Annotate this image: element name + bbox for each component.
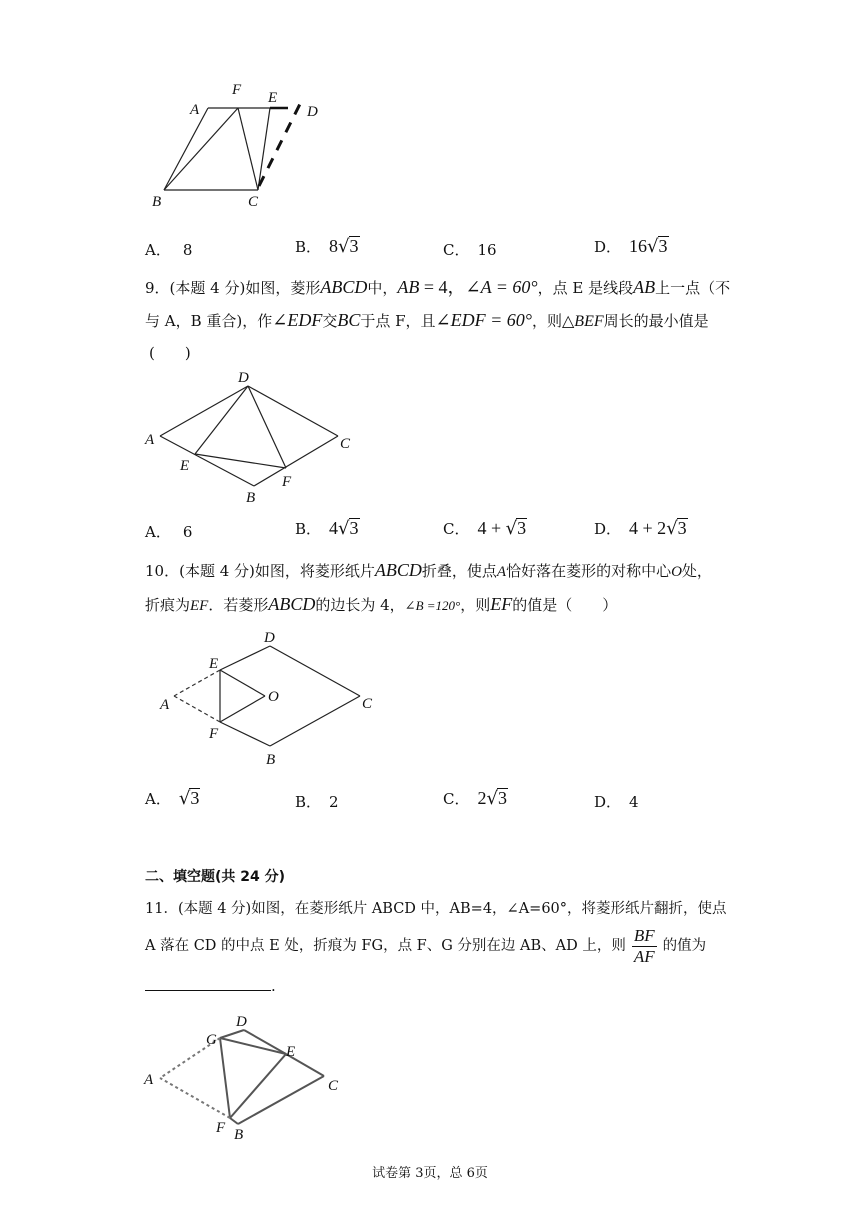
q9-option-a	[145, 521, 192, 542]
fraction-denominator: AF	[633, 946, 655, 966]
option-value: 8	[182, 241, 193, 259]
q11-line2	[145, 926, 706, 966]
label-A: A	[160, 697, 170, 713]
period: .	[271, 977, 276, 995]
option-value: 4	[629, 793, 639, 811]
q9-line2: 与 A，B 重合)，作∠EDF交BC于点 F，且∠EDF = 60°，则△BEF周长的最小值是	[145, 310, 709, 330]
section-heading: 二、填空题(共 24 分)	[145, 869, 286, 885]
label-B: B	[234, 1127, 244, 1143]
figure-q9	[140, 368, 370, 508]
option-radicand: 3	[349, 236, 359, 256]
option-coef: 8	[329, 236, 339, 256]
fraction-numerator: BF	[633, 926, 655, 945]
label-E: E	[268, 90, 278, 106]
q10-option-a: A． √3	[145, 788, 200, 809]
option-coef: 16	[629, 236, 648, 256]
option-radicand: 3	[349, 518, 359, 538]
option-coef: 4 +	[477, 518, 506, 538]
option-value: 6	[182, 523, 193, 541]
q9-option-c: C． 4 + √3	[443, 518, 527, 539]
option-radicand: 3	[190, 788, 200, 808]
option-letter: A．	[145, 790, 171, 808]
option-letter: D．	[594, 520, 622, 538]
q11-line1: 11．(本题 4 分)如图，在菱形纸片 ABCD 中，AB=4，∠A=60°，将菱形纸片翻折，使点	[145, 901, 727, 917]
label-C: C	[248, 194, 259, 210]
option-letter: C．	[443, 790, 470, 808]
label-A: A	[145, 432, 155, 448]
q11-fraction	[632, 926, 657, 966]
label-F: F	[232, 82, 242, 98]
q9-line3: ( )	[149, 344, 191, 362]
option-letter: D．	[594, 238, 622, 256]
label-E: E	[209, 656, 219, 672]
q10-option-d	[594, 791, 639, 812]
figure-q8	[140, 78, 340, 213]
page-footer: 试卷第 3页，总 6页	[372, 1166, 488, 1181]
label-D: D	[236, 1014, 247, 1030]
q10-line2: 折痕为EF．若菱形ABCD的边长为 4，∠B =120°，则EF的值是（ ）	[145, 594, 618, 614]
q11-text-end: 的值为	[662, 937, 707, 954]
label-F: F	[216, 1120, 226, 1136]
q11-answer-blank[interactable]	[145, 978, 276, 994]
figure-q10	[150, 624, 390, 770]
label-G: G	[206, 1032, 217, 1048]
answer-line[interactable]	[145, 978, 271, 991]
q10-option-c: C． 2√3	[443, 788, 507, 809]
option-radicand: 3	[517, 518, 527, 538]
q8-option-c	[443, 239, 497, 260]
label-E: E	[286, 1044, 296, 1060]
label-C: C	[340, 436, 351, 452]
label-B: B	[152, 194, 162, 210]
q8-option-a	[145, 239, 192, 260]
label-O: O	[268, 689, 279, 705]
label-E: E	[180, 458, 190, 474]
q11-text: A 落在 CD 的中点 E 处，折痕为 FG，点 F、G 分别在边 AB、AD 上，则	[145, 937, 626, 954]
q9-option-b: B． 4√3	[295, 518, 359, 539]
option-letter: D．	[594, 793, 622, 811]
label-F: F	[282, 474, 292, 490]
option-coef: 4 + 2	[629, 518, 667, 538]
option-letter: A．	[145, 523, 171, 541]
label-D: D	[238, 370, 249, 386]
figure-q11	[140, 1012, 360, 1144]
label-B: B	[266, 752, 276, 768]
q9-option-d: D． 4 + 2√3	[594, 518, 687, 539]
label-C: C	[362, 696, 373, 712]
option-radicand: 3	[677, 518, 687, 538]
q10-line1: 10．(本题 4 分)如图，将菱形纸片ABCD折叠，使点A恰好落在菱形的对称中心O处，	[145, 560, 712, 580]
option-letter: A．	[145, 241, 171, 259]
q10-option-b	[295, 791, 339, 812]
option-letter: B．	[295, 520, 322, 538]
label-F: F	[209, 726, 219, 742]
q9-line1: 9．(本题 4 分)如图，菱形ABCD中，AB = 4，∠A = 60°，点 E 是线段AB上一点（不	[145, 277, 731, 297]
label-D: D	[264, 630, 275, 646]
option-letter: C．	[443, 520, 470, 538]
option-coef: 4	[329, 518, 339, 538]
option-value: 16	[477, 241, 497, 259]
q8-option-d: D． 16√3	[594, 236, 668, 257]
option-letter: B．	[295, 793, 322, 811]
option-letter: C．	[443, 241, 470, 259]
option-radicand: 3	[497, 788, 507, 808]
option-radicand: 3	[658, 236, 668, 256]
label-C: C	[328, 1078, 339, 1094]
label-A: A	[190, 102, 200, 118]
label-B: B	[246, 490, 256, 506]
label-D: D	[307, 104, 318, 120]
q8-option-b: B． 8√3	[295, 236, 359, 257]
option-coef: 2	[477, 788, 487, 808]
option-letter: B．	[295, 238, 322, 256]
label-A: A	[144, 1072, 154, 1088]
option-value: 2	[329, 793, 339, 811]
